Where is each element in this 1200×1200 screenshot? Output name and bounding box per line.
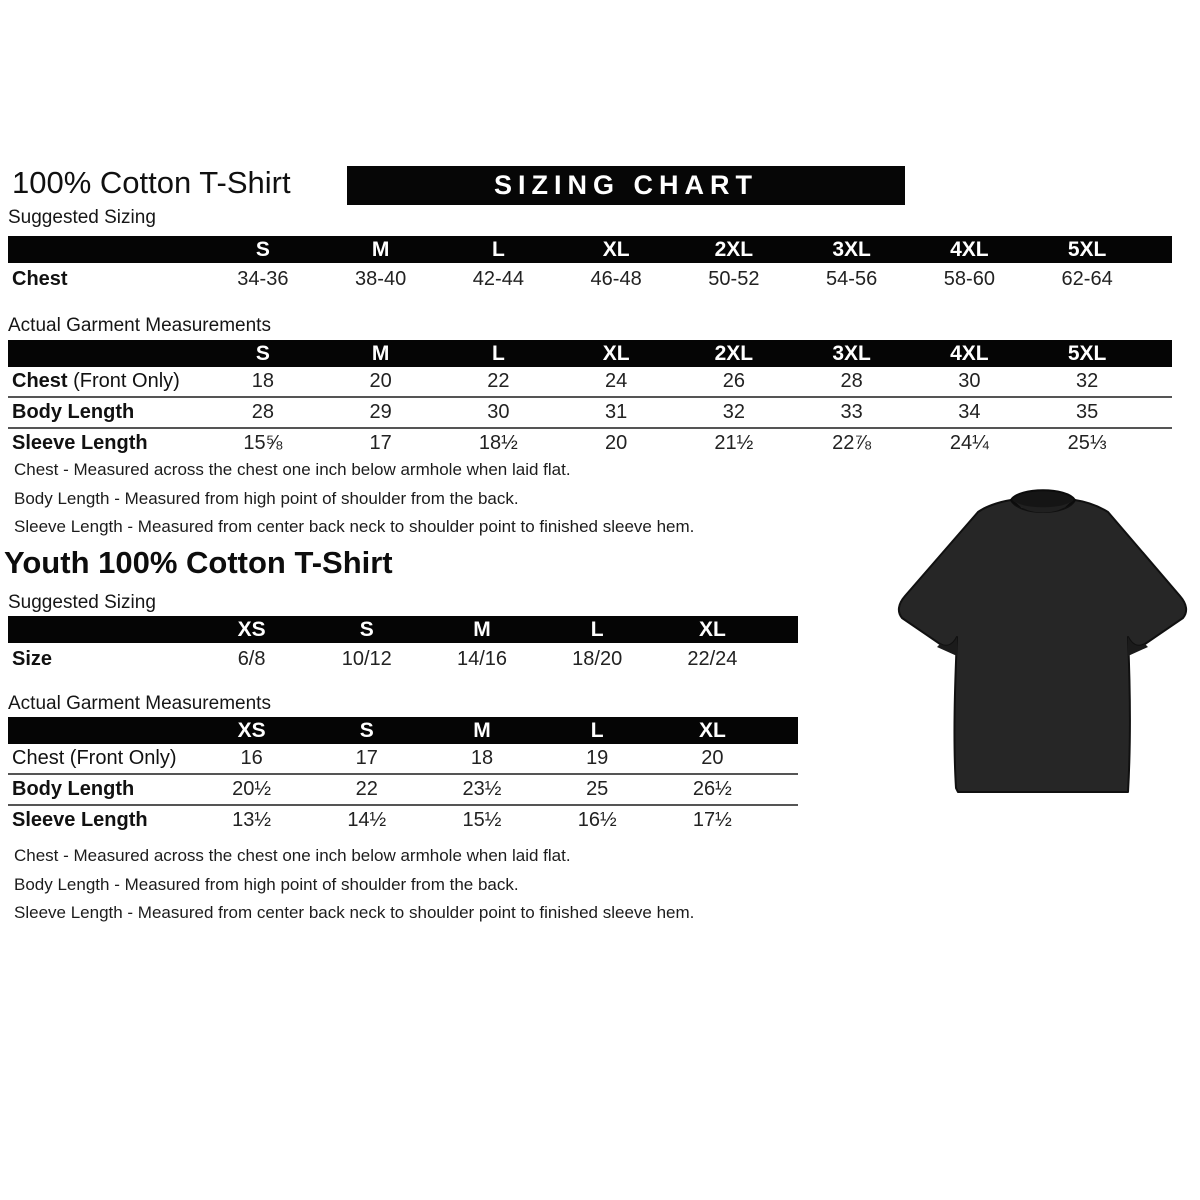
table-header-row	[8, 340, 1172, 367]
youth-suggested-sizing-label: Suggested Sizing	[8, 592, 156, 613]
cell: 15⅝	[243, 432, 283, 454]
cell: 31	[605, 401, 628, 423]
youth-actual-measurements-label: Actual Garment Measurements	[8, 693, 271, 714]
col-header: XS	[237, 617, 266, 641]
note-chest: Chest - Measured across the chest one inch below armhole when laid flat.	[14, 460, 571, 479]
table-row-chest	[8, 367, 1172, 396]
row-label: Size	[12, 647, 53, 670]
row-label: Chest	[12, 267, 68, 290]
cell: 14½	[347, 809, 387, 831]
cell: 62-64	[1061, 267, 1113, 290]
table-row-chest	[8, 744, 798, 773]
row-label: Sleeve Length	[12, 432, 148, 454]
cell: 35	[1076, 401, 1099, 423]
cell: 58-60	[943, 267, 995, 290]
cell: 22	[487, 370, 510, 392]
col-header: S	[255, 237, 270, 261]
row-label: Sleeve Length	[12, 809, 148, 831]
col-header: XL	[602, 341, 630, 365]
cell: 13½	[232, 809, 272, 831]
note-sleeve-length: Sleeve Length - Measured from center back neck to shoulder point to finished sleeve hem.	[14, 517, 695, 536]
col-header: L	[590, 617, 604, 641]
col-header: S	[359, 718, 374, 742]
cell: 6/8	[237, 647, 266, 670]
youth-suggested-sizing-table	[8, 616, 798, 675]
cell: 18/20	[572, 647, 623, 670]
col-header: XL	[698, 617, 726, 641]
col-header: M	[371, 237, 390, 261]
sizing-chart-banner-text: SIZING CHART	[494, 170, 758, 200]
col-header: S	[359, 617, 374, 641]
cell: 23½	[462, 778, 502, 800]
cell: 28	[251, 401, 274, 423]
note-sleeve-length: Sleeve Length - Measured from center back neck to shoulder point to finished sleeve hem.	[14, 903, 695, 922]
cell: 32	[1076, 370, 1099, 392]
cell: 18½	[478, 432, 518, 454]
page-title: 100% Cotton T-Shirt	[12, 165, 291, 200]
col-header: XL	[602, 237, 630, 261]
cell: 10/12	[341, 647, 392, 670]
col-header: XS	[237, 718, 266, 742]
cell: 20	[605, 432, 628, 454]
col-header: L	[590, 718, 604, 742]
sizing-chart-banner	[347, 166, 905, 205]
cell: 21½	[714, 432, 754, 454]
table-row-sleeve-length	[8, 804, 798, 835]
col-header: L	[491, 341, 505, 365]
cell: 16½	[577, 809, 617, 831]
row-label: Body Length	[12, 778, 135, 800]
cell: 54-56	[826, 267, 878, 290]
youth-section-title: Youth 100% Cotton T-Shirt	[4, 545, 393, 580]
cell: 20	[701, 747, 724, 769]
col-header: XL	[698, 718, 726, 742]
adult-measurement-notes	[14, 456, 694, 542]
cell: 17	[369, 432, 392, 454]
cell: 25	[586, 778, 609, 800]
col-header: L	[491, 237, 505, 261]
cell: 26	[722, 370, 745, 392]
cell: 18	[251, 370, 274, 392]
youth-measurement-notes	[14, 842, 694, 928]
adult-suggested-sizing-label: Suggested Sizing	[8, 207, 156, 228]
cell: 15½	[462, 809, 502, 831]
table-row-sleeve-length	[8, 427, 1172, 458]
note-chest: Chest - Measured across the chest one inch below armhole when laid flat.	[14, 846, 571, 865]
row-label-suffix: (Front Only)	[67, 370, 180, 392]
row-label: Chest (Front Only)	[12, 370, 180, 392]
cell: 30	[958, 370, 981, 392]
col-header: 4XL	[950, 237, 989, 261]
note-body-length: Body Length - Measured from high point of shoulder from the back.	[14, 874, 519, 894]
cell: 33	[840, 401, 863, 423]
cell: 38-40	[355, 267, 407, 290]
cell: 28	[840, 370, 863, 392]
cell: 50-52	[708, 267, 760, 290]
table-row-size	[8, 643, 798, 675]
cell: 34-36	[237, 267, 289, 290]
adult-actual-measurements-table	[8, 340, 1172, 458]
table-header-row	[8, 717, 798, 744]
cell: 46-48	[590, 267, 642, 290]
tshirt-graphic	[885, 478, 1200, 808]
cell: 25⅓	[1067, 432, 1107, 454]
cell: 18	[470, 747, 494, 769]
cell: 29	[369, 401, 392, 423]
col-header: M	[371, 341, 390, 365]
youth-actual-measurements-table	[8, 717, 798, 835]
cell: 17½	[692, 809, 732, 831]
cell: 32	[722, 401, 745, 423]
adult-actual-measurements-label: Actual Garment Measurements	[8, 315, 271, 336]
col-header: 2XL	[714, 341, 754, 365]
col-header: 3XL	[832, 237, 871, 261]
cell: 24	[605, 370, 628, 392]
col-header: 2XL	[714, 237, 754, 261]
cell: 30	[487, 401, 510, 423]
col-header: 5XL	[1067, 237, 1107, 261]
cell: 19	[586, 747, 609, 769]
table-row	[8, 263, 1172, 295]
cell: 17	[355, 747, 378, 769]
cell: 20½	[232, 778, 272, 800]
cell: 22	[355, 778, 378, 800]
row-label: Chest (Front Only)	[12, 747, 177, 769]
cell: 14/16	[456, 647, 508, 670]
adult-suggested-sizing-table	[8, 236, 1172, 295]
col-header: 5XL	[1067, 341, 1107, 365]
col-header: 3XL	[832, 341, 871, 365]
black-tshirt-image	[885, 478, 1200, 813]
cell: 42-44	[472, 267, 524, 290]
table-header-row	[8, 236, 1172, 263]
cell: 16	[240, 747, 263, 769]
col-header: M	[473, 617, 491, 641]
table-row-body-length	[8, 773, 798, 804]
table-row-body-length	[8, 396, 1172, 427]
cell: 22⅞	[832, 432, 872, 454]
cell: 26½	[692, 778, 732, 800]
col-header: M	[473, 718, 491, 742]
cell: 34	[958, 401, 981, 423]
row-label-suffix: (Front Only)	[64, 747, 177, 769]
cell: 24¼	[949, 432, 989, 454]
note-body-length: Body Length - Measured from high point of shoulder from the back.	[14, 488, 519, 508]
col-header: S	[255, 341, 270, 365]
cell: 22/24	[687, 647, 738, 670]
row-label: Body Length	[12, 401, 135, 423]
cell: 20	[369, 370, 392, 392]
table-header-row	[8, 616, 798, 643]
col-header: 4XL	[950, 341, 989, 365]
